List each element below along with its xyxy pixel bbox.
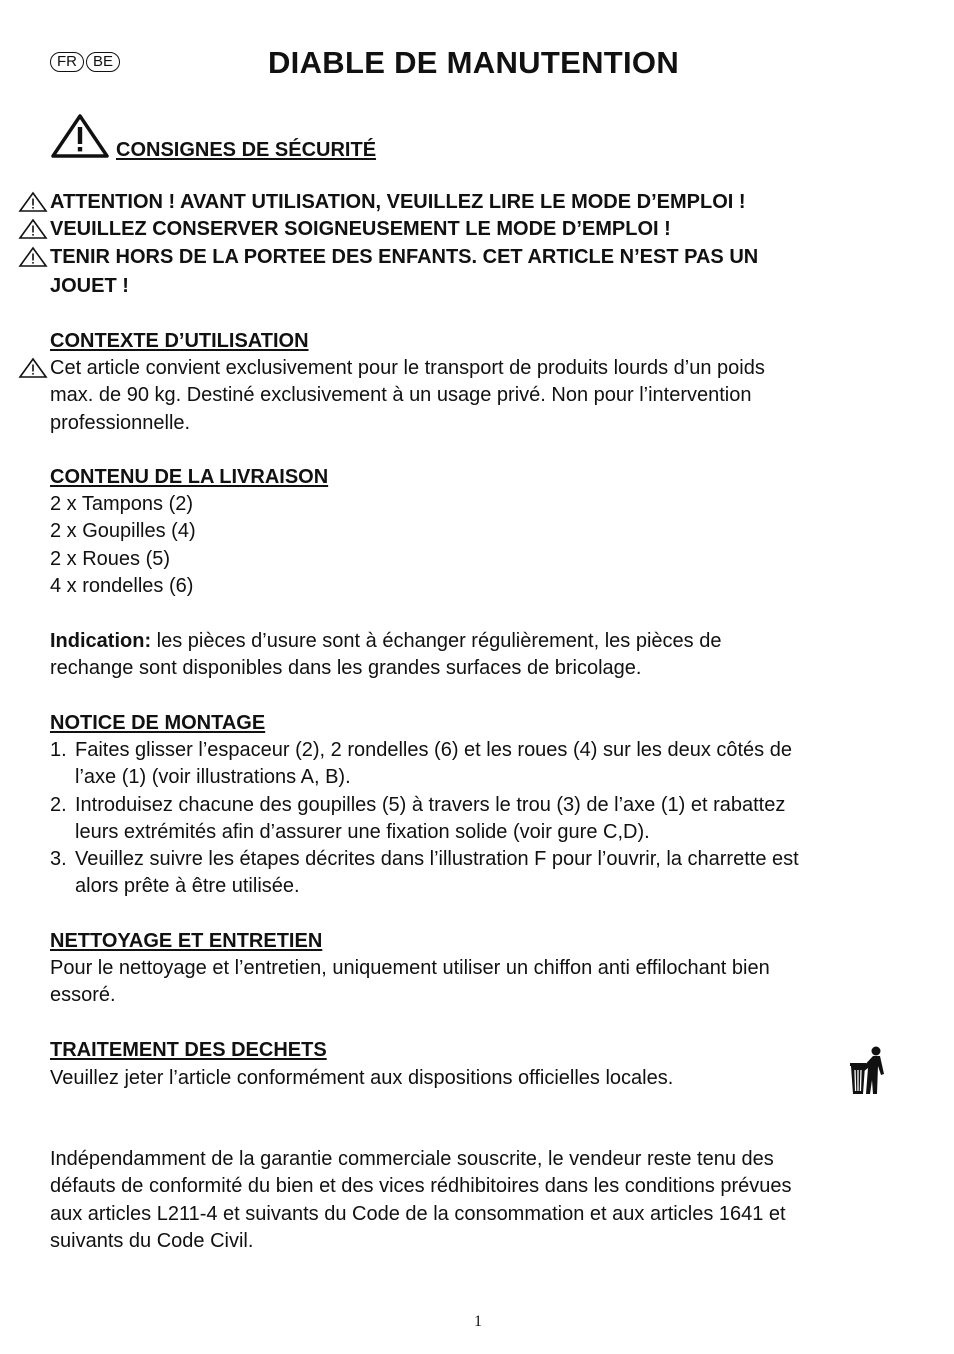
context-heading: CONTEXTE D’UTILISATION <box>50 330 309 352</box>
list-item: 2 x Roues (5) <box>50 547 171 570</box>
warning-continuation: JOUET ! <box>50 275 129 297</box>
badge-fr: FR <box>50 52 84 72</box>
waste-heading: TRAITEMENT DES DECHETS <box>50 1039 327 1061</box>
delivery-heading: CONTENU DE LA LIVRAISON <box>50 466 329 488</box>
page-title: DIABLE DE MANUTENTION <box>268 45 680 80</box>
assembly-heading: NOTICE DE MONTAGE <box>50 712 266 734</box>
list-item: 1. Faites glisser l’espaceur (2), 2 rondelles (6) et les roues (4) sur les deux côtés de l’axe (1) (voir illustrations A, B). <box>50 739 792 789</box>
cleaning-text: Pour le nettoyage et l’entretien, uniquement utiliser un chiffon anti effilochant bien essoré. <box>50 957 770 1007</box>
cleaning-heading: NETTOYAGE ET ENTRETIEN <box>50 930 323 952</box>
warning-icon <box>18 218 48 240</box>
waste-text: Veuillez jeter l’article conformément aux dispositions officielles locales. <box>50 1067 674 1089</box>
warning-triangle-large-icon <box>50 113 110 164</box>
warning-icon <box>18 191 48 213</box>
list-item: 2. Introduisez chacune des goupilles (5) à travers le trou (3) de l’axe (1) et rabattez leurs extrémités afin d’assurer une fixation solide (voir gure C,D). <box>50 793 786 843</box>
tidyman-bin-icon <box>848 1046 890 1101</box>
delivery-list <box>50 491 910 600</box>
safety-heading: CONSIGNES DE SÉCURITÉ <box>116 139 377 161</box>
list-item: 2 x Goupilles (4) <box>50 520 196 543</box>
list-item: 4 x rondelles (6) <box>50 574 194 597</box>
warning-icon <box>18 357 48 384</box>
warning-line: VEUILLEZ CONSERVER SOIGNEUSEMENT LE MODE D’EMPLOI ! <box>18 218 671 241</box>
warning-icon <box>18 246 48 268</box>
warning-line: ATTENTION ! AVANT UTILISATION, VEUILLEZ LIRE LE MODE D’EMPLOI ! <box>18 191 746 214</box>
page-number: 1 <box>474 1313 482 1330</box>
warning-line: TENIR HORS DE LA PORTEE DES ENFANTS. CET ARTICLE N’EST PAS UN <box>18 246 758 269</box>
assembly-steps <box>50 737 920 901</box>
indication-text: Indication: les pièces d’usure sont à échanger régulièrement, les pièces de rechange sont disponibles dans les grandes surfaces de bricolage. <box>50 630 722 680</box>
badge-be: BE <box>86 52 120 72</box>
warranty-text: Indépendamment de la garantie commerciale souscrite, le vendeur reste tenu des défauts de conformité du bien et des vices rédhibitoires dans les conditions prévues aux articles L211-4 et suivants du Code de la consommation et aux articles 1641 et suivants du Code Civil. <box>50 1148 792 1252</box>
context-text: Cet article convient exclusivement pour le transport de produits lourds d’un poids max. de 90 kg. Destiné exclusivement à un usage privé. Non pour l’intervention professionnelle. <box>50 357 765 434</box>
list-item: 2 x Tampons (2) <box>50 493 194 515</box>
indication-label: Indication: <box>50 630 152 652</box>
list-item: 3. Veuillez suivre les étapes décrites dans l’illustration F pour l’ouvrir, la charrette est alors prête à être utilisée. <box>50 848 799 898</box>
country-badges <box>50 52 122 72</box>
